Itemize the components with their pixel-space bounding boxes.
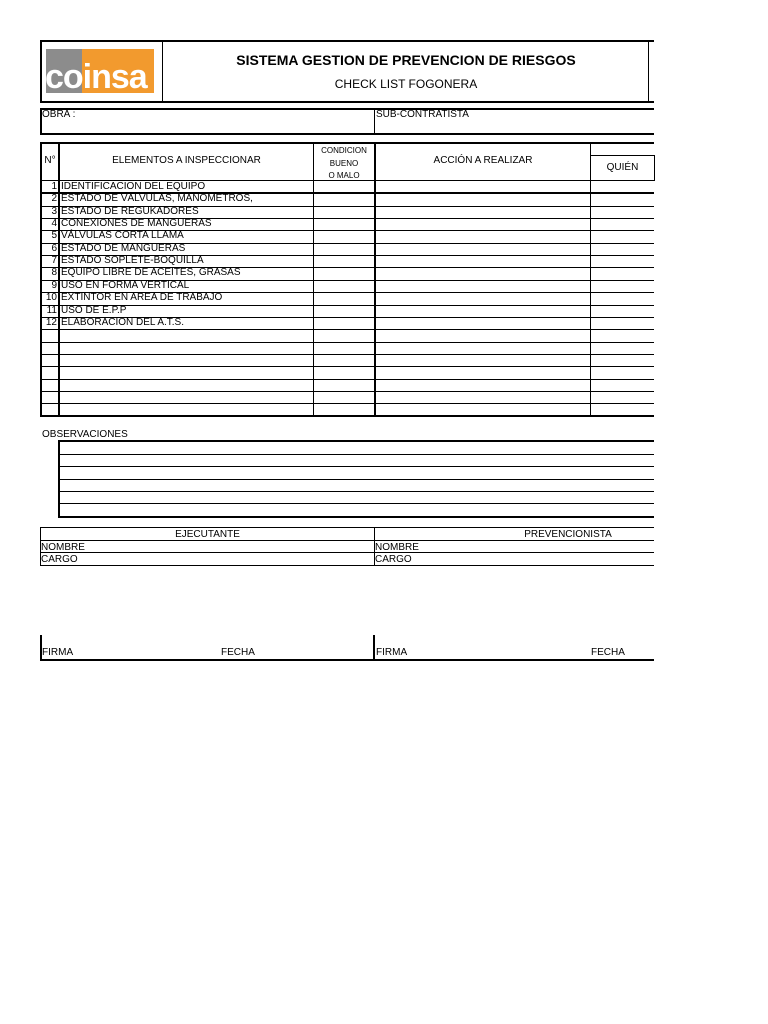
observation-line <box>60 479 654 480</box>
table-gridline <box>41 354 654 355</box>
row-number: 9 <box>51 280 57 291</box>
table-gridline <box>41 305 654 306</box>
observation-line <box>60 454 654 455</box>
document-title: SISTEMA GESTION DE PREVENCION DE RIESGOS <box>236 52 576 68</box>
row-item: EXTINTOR EN AREA DE TRABAJO <box>61 292 223 303</box>
col-who-header: QUIÉN <box>606 162 639 173</box>
prevencionista-nombre-label: NOMBRE <box>375 542 419 553</box>
observations-label: OBSERVACIONES <box>42 429 128 440</box>
row-item: ESTADO DE REGUKADORES <box>61 206 199 217</box>
row-number: 1 <box>51 181 57 192</box>
col-elements-header: ELEMENTOS A INSPECCIONAR <box>112 155 261 166</box>
table-gridline <box>41 329 654 330</box>
observation-line <box>60 491 654 492</box>
ejecutante-fecha-label: FECHA <box>221 647 255 658</box>
row-item: ESTADO DE VÁLVULAS, MANÓMETROS, <box>61 193 253 204</box>
prevencionista-firma-label: FIRMA <box>376 647 408 658</box>
row-number: 2 <box>51 193 57 204</box>
row-item: VÁLVULAS CORTA LLAMA <box>61 230 184 241</box>
obra-label: OBRA : <box>42 109 76 120</box>
row-number: 11 <box>46 305 57 316</box>
subcontratista-label: SUB-CONTRATISTA <box>376 109 469 120</box>
col-num-header: N° <box>44 155 56 166</box>
row-item: CONEXIONES DE MANGUERAS <box>61 218 212 229</box>
document-subtitle: CHECK LIST FOGONERA <box>334 77 478 91</box>
row-number: 3 <box>51 206 57 217</box>
row-number: 5 <box>51 230 57 241</box>
row-item: USO DE E.P.P <box>61 305 127 316</box>
row-number: 6 <box>51 243 57 254</box>
row-item: IDENTIFICACION DEL EQUIPO <box>61 181 206 192</box>
observation-line <box>60 466 654 467</box>
ejecutante-cargo-label: CARGO <box>41 554 78 565</box>
row-number: 10 <box>45 292 57 303</box>
row-number: 7 <box>51 255 57 266</box>
row-number: 12 <box>45 317 57 328</box>
row-item: ESTADO DE MANGUERAS <box>61 243 186 254</box>
ejecutante-header: EJECUTANTE <box>175 529 240 540</box>
row-item: ELABORACION DEL A.T.S. <box>61 317 185 328</box>
row-number: 4 <box>51 218 57 229</box>
table-gridline <box>41 403 654 404</box>
prevencionista-cargo-label: CARGO <box>375 554 412 565</box>
row-item: ESTADO SOPLETE-BOQUILLA <box>61 255 204 266</box>
row-item: EQUIPO LIBRE DE ACEITES, GRASAS <box>61 267 241 278</box>
ejecutante-firma-label: FIRMA <box>42 647 74 658</box>
observation-line <box>60 503 654 504</box>
ejecutante-nombre-label: NOMBRE <box>41 542 85 553</box>
col-action-header: ACCIÓN A REALIZAR <box>433 155 533 166</box>
table-gridline <box>41 379 654 380</box>
table-gridline <box>41 391 654 392</box>
col-condition-header: CONDICION BUENO O MALO <box>321 146 367 180</box>
row-number: 8 <box>51 267 57 278</box>
table-gridline <box>41 366 654 367</box>
row-item: USO EN FORMA VERTICAL <box>61 280 190 291</box>
prevencionista-header: PREVENCIONISTA <box>524 529 612 540</box>
table-gridline <box>41 342 654 343</box>
prevencionista-fecha-label: FECHA <box>591 647 625 658</box>
